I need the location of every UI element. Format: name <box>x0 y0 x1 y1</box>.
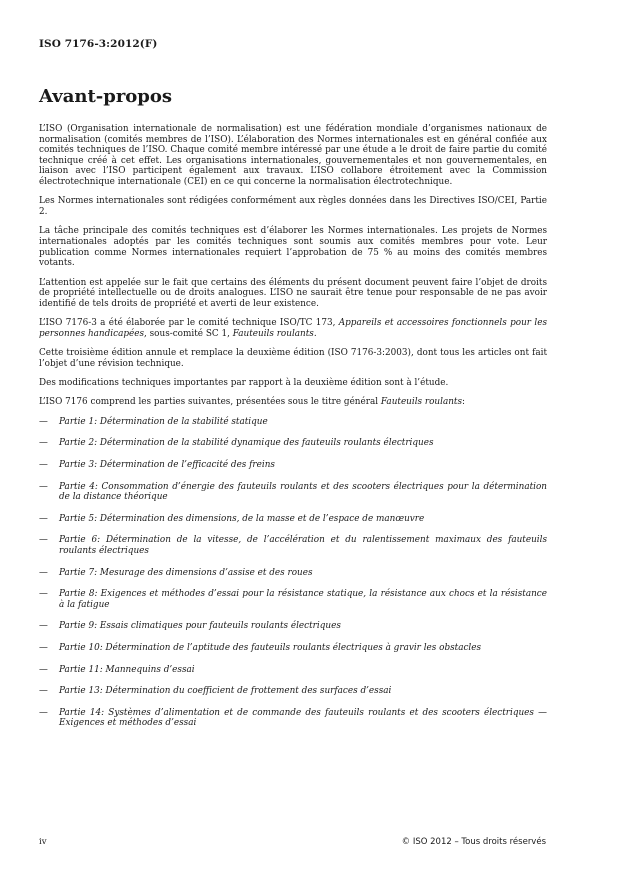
list-dash: — <box>39 664 48 675</box>
parts-list <box>39 417 547 729</box>
list-dash: — <box>39 481 48 492</box>
subcommittee-text: , sous-comité SC 1, <box>144 328 233 339</box>
list-dash: — <box>39 567 48 578</box>
list-item-text: Partie 7: Mesurage des dimensions d’assise et des roues <box>59 567 313 578</box>
list-item-text: Partie 1: Détermination de la stabilité statique <box>59 416 268 427</box>
list-item-text: Partie 11: Mannequins d’essai <box>59 664 195 675</box>
list-item-text: Partie 2: Détermination de la stabilité dynamique des fauteuils roulants électriques <box>59 438 434 449</box>
list-dash: — <box>39 513 48 524</box>
list-item <box>39 589 547 610</box>
paragraph-parts-intro <box>39 397 547 408</box>
paragraph-modifications: Des modifications techniques importantes par rapport à la deuxième édition sont à l’étude. <box>39 378 449 389</box>
paragraph-directives: Les Normes internationales sont rédigées conformément aux règles données dans les Directives ISO/CEI, Partie 2. <box>39 196 547 217</box>
prepared-by-end: . <box>313 328 317 339</box>
list-item <box>39 643 547 654</box>
parts-intro-end: : <box>462 397 466 408</box>
list-item <box>39 535 547 556</box>
committee-title: Appareils et accessoires fonctionnels pour les personnes handicapées <box>39 318 547 339</box>
list-item-text: Partie 3: Détermination de l’efficacité des freins <box>59 460 275 471</box>
document-id: ISO 7176-3:2012(F) <box>39 38 158 50</box>
list-item-text: Partie 10: Détermination de l’aptitude des fauteuils roulants électriques à gravir les obstacles <box>59 642 482 653</box>
list-dash: — <box>39 686 48 697</box>
paragraph-technical-committees: La tâche principale des comités techniques est d’élaborer les Normes internationales. Les projets de Normes internationales adoptés par les comités techniques sont soumis aux comités membres pour vote. Leur publication comme Normes internationales requiert l’approbation de 75 % au moins des comités membres votants. <box>39 226 547 269</box>
paragraph-patent-rights: L’attention est appelée sur le fait que certains des éléments du présent document peuvent faire l’objet de droits de propriété intellectuelle ou de droits analogues. L’ISO ne saurait être tenue pour responsable de ne pas avoir identifié de tels droits de propriété et averti de leur existence. <box>39 277 547 309</box>
list-dash: — <box>39 535 48 546</box>
list-item-text: Partie 4: Consommation d’énergie des fauteuils roulants et des scooters électriques pour la détermination de la distance théorique <box>59 481 547 503</box>
list-item-text: Partie 14: Systèmes d’alimentation et de commande des fauteuils roulants et des scooters électriques — Exigences et méthodes d’essai <box>59 707 547 729</box>
list-item-text: Partie 6: Détermination de la vitesse, de l’accélération et du ralentissement maximaux des fauteuils roulants électriques <box>59 535 547 556</box>
list-item <box>39 665 547 676</box>
list-item-text: Partie 8: Exigences et méthodes d’essai pour la résistance statique, la résistance aux chocs et la résistance à la fatigue <box>59 589 547 610</box>
list-dash: — <box>39 621 48 632</box>
list-item-text: Partie 13: Détermination du coefficient de frottement des surfaces d’essai <box>59 686 392 697</box>
list-dash: — <box>39 707 48 718</box>
list-item-text: Partie 9: Essais climatiques pour fauteuils roulants électriques <box>59 621 341 632</box>
prepared-by-text: L’ISO 7176-3 a été élaborée par le comité technique ISO/TC 173, <box>39 318 339 329</box>
list-item <box>39 438 547 449</box>
copyright-notice: © ISO 2012 – Tous droits réservés <box>401 837 546 847</box>
list-dash: — <box>39 589 48 600</box>
list-item <box>39 514 547 525</box>
list-item <box>39 482 547 503</box>
paragraph-edition: Cette troisième édition annule et remplace la deuxième édition (ISO 7176-3:2003), dont tous les articles ont fait l’objet d’une révision technique. <box>39 348 547 369</box>
list-item <box>39 708 547 729</box>
list-dash: — <box>39 416 48 427</box>
list-item <box>39 417 547 428</box>
paragraph-iso-intro: L’ISO (Organisation internationale de normalisation) est une fédération mondiale d’organismes nationaux de normalisation (comités membres de l’ISO). L’élaboration des Normes internationales est en général confiée aux comités techniques de l’ISO. Chaque comité membre intéressé par une étude a le droit de faire partie du comité technique créé à cet effet. Les organisations internationales, gouvernementales et non gouvernementales, en liaison avec l’ISO participent également aux travaux. L’ISO collabore étroitement avec la Commission électrotechnique internationale (CEI) en ce qui concerne la normalisation électrotechnique. <box>39 124 547 187</box>
list-item <box>39 621 547 632</box>
list-dash: — <box>39 460 48 471</box>
foreword-body <box>39 124 547 740</box>
general-title: Fauteuils roulants <box>380 397 463 408</box>
list-item <box>39 686 547 697</box>
subcommittee-title: Fauteuils roulants <box>232 328 314 339</box>
list-item <box>39 568 547 579</box>
list-dash: — <box>39 438 48 449</box>
paragraph-prepared-by <box>39 318 547 339</box>
page-title: Avant-propos <box>39 86 173 107</box>
list-dash: — <box>39 642 48 653</box>
list-item <box>39 460 547 471</box>
list-item-text: Partie 5: Détermination des dimensions, de la masse et de l’espace de manœuvre <box>59 513 425 524</box>
parts-intro-text: L’ISO 7176 comprend les parties suivantes, présentées sous le titre général <box>39 397 381 408</box>
page-number: iv <box>39 837 47 847</box>
